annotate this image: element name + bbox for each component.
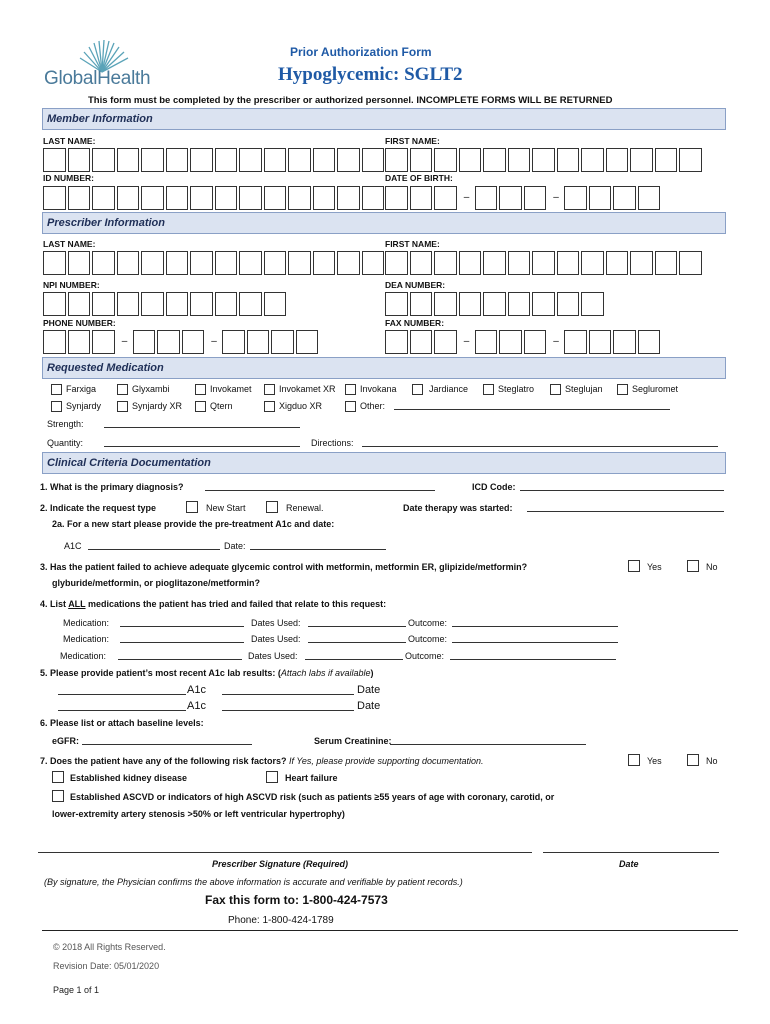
question-7 [40,756,484,766]
med-steglatro: Steglatro [498,384,535,394]
npi-label: NPI NUMBER: [43,280,100,290]
a1c-date-label: Date: [224,541,246,551]
checkbox-q7-no[interactable] [687,754,699,766]
checkbox-farxiga[interactable] [51,384,62,395]
dates-used-row-3-label: Dates Used: [248,651,298,661]
checkbox-steglujan[interactable] [550,384,561,395]
new-start-label: New Start [206,503,246,513]
strength-line[interactable] [104,419,300,428]
med-invokana: Invokana [360,384,397,394]
q7-text-italic: If Yes, please provide supporting documentation. [289,756,484,766]
a1c-label: A1C [64,541,82,551]
medication-row-2-line[interactable] [120,634,244,643]
member-first-name-boxes[interactable] [385,148,704,172]
checkbox-heart-failure[interactable] [266,771,278,783]
prescriber-first-name-boxes[interactable] [385,251,704,275]
fax-label: FAX NUMBER: [385,318,445,328]
a1c-result-2-line[interactable] [58,702,186,711]
serum-creatinine-line[interactable] [390,736,586,745]
med-steglujan: Steglujan [565,384,603,394]
icd-code-label: ICD Code: [472,482,516,492]
q4-text-pre: 4. List [40,599,69,609]
dates-used-row-1-line[interactable] [308,618,406,627]
member-section-header: Member Information [42,108,726,130]
quantity-label: Quantity: [47,438,84,448]
checkbox-xigduo-xr[interactable] [264,401,275,412]
checkbox-invokana[interactable] [345,384,356,395]
checkbox-synjardy-xr[interactable] [117,401,128,412]
quantity-line[interactable] [104,438,300,447]
directions-label: Directions: [311,438,354,448]
checkbox-renewal[interactable] [266,501,278,513]
med-farxiga: Farxiga [66,384,97,394]
q5-text-post: ) [370,668,374,678]
checkbox-glyxambi[interactable] [117,384,128,395]
member-first-name-label: FIRST NAME: [385,136,440,146]
medication-row-3-line[interactable] [118,651,242,660]
form-subtitle: Hypoglycemic: SGLT2 [278,64,463,85]
date-started-line[interactable] [527,503,724,512]
signature-date-line[interactable] [543,852,719,853]
med-segluromet: Segluromet [632,384,679,394]
form-notice: This form must be completed by the prescriber or authorized personnel. INCOMPLETE FORMS WILL BE RETURNED [88,95,613,106]
egfr-label: eGFR: [52,736,79,746]
checkbox-invokamet-xr[interactable] [264,384,275,395]
med-glyxambi: Glyxambi [132,384,170,394]
icd-code-line[interactable] [520,482,724,491]
dates-used-row-2-line[interactable] [308,634,406,643]
logo-wordmark: GlobalHealth [44,68,151,89]
outcome-row-2-line[interactable] [452,634,618,643]
serum-creatinine-label: Serum Creatinine: [314,736,392,746]
med-synjardy-xr: Synjardy XR [132,401,183,411]
outcome-row-1-line[interactable] [452,618,618,627]
checkbox-invokamet[interactable] [195,384,206,395]
a1c-result-1-date-label: Date [357,684,381,696]
checkbox-ascvd[interactable] [52,790,64,802]
outcome-row-3-label: Outcome: [405,651,445,661]
directions-line[interactable] [362,438,718,447]
checkbox-q3-yes[interactable] [628,560,640,572]
kidney-disease-label: Established kidney disease [70,773,188,783]
medication-section-header: Requested Medication [42,357,726,379]
q3-no-label: No [706,562,718,572]
checkbox-q7-yes[interactable] [628,754,640,766]
med-other: Other: [360,401,386,411]
ascvd-label-line-1: Established ASCVD or indicators of high ASCVD risk (such as patients ≥55 years of age with coronary, carotid, or [70,792,555,802]
signature-line[interactable] [38,852,532,853]
question-3-line-1: 3. Has the patient failed to achieve adequate glycemic control with metformin, metformin ER, glipizide/metformin? [40,562,528,572]
medication-row-1-line[interactable] [120,618,244,627]
heart-failure-label: Heart failure [285,773,338,783]
medication-row-2-label: Medication: [63,634,110,644]
checkbox-segluromet[interactable] [617,384,628,395]
question-4 [40,599,386,609]
dea-label: DEA NUMBER: [385,280,446,290]
question-2: 2. Indicate the request type [40,503,157,513]
med-invokamet: Invokamet [210,384,252,394]
prescriber-section-header: Prescriber Information [42,212,726,234]
a1c-date-line[interactable] [250,541,386,550]
clinical-section-header: Clinical Criteria Documentation [42,452,726,474]
dates-used-row-3-line[interactable] [305,651,403,660]
ascvd-label-line-2: lower-extremity artery stenosis >50% or left ventricular hypertrophy) [52,809,345,819]
checkbox-q3-no[interactable] [687,560,699,572]
checkbox-new-start[interactable] [186,501,198,513]
q5-text-italic: Attach labs if available [280,668,371,678]
q7-text-pre: 7. Does the patient have any of the following risk factors? [40,756,290,766]
dates-used-row-1-label: Dates Used: [251,618,301,628]
egfr-line[interactable] [82,736,252,745]
prescriber-last-name-boxes[interactable] [43,251,386,275]
q7-yes-label: Yes [647,756,662,766]
a1c-result-2-date-line[interactable] [222,702,354,711]
medication-row-1-label: Medication: [63,618,110,628]
diagnosis-line[interactable] [205,482,435,491]
signature-date-label: Date [619,859,639,869]
footer-divider [42,930,738,931]
question-2a: 2a. For a new start please provide the pre-treatment A1c and date: [52,519,335,529]
checkbox-qtern[interactable] [195,401,206,412]
dea-boxes[interactable] [385,292,606,316]
renewal-label: Renewal. [286,503,324,513]
q4-text-post: medications the patient has tried and failed that relate to this request: [85,599,387,609]
dates-used-row-2-label: Dates Used: [251,634,301,644]
a1c-result-2-label: A1c [187,700,206,712]
phone-label: PHONE NUMBER: [43,318,116,328]
outcome-row-1-label: Outcome: [408,618,448,628]
date-started-label: Date therapy was started: [403,503,513,513]
checkbox-synjardy[interactable] [51,401,62,412]
revision-date: Revision Date: 05/01/2020 [53,961,160,971]
a1c-line[interactable] [88,541,220,550]
q4-text-all: ALL [68,599,86,609]
fax-boxes[interactable]: – – [385,330,662,354]
med-jardiance: Jardiance [429,384,469,394]
form-title: Prior Authorization Form [290,45,432,59]
member-dob-boxes[interactable]: – – [385,186,662,210]
page-number: Page 1 of 1 [53,985,100,995]
strength-label: Strength: [47,419,84,429]
a1c-result-1-label: A1c [187,684,206,696]
attestation-text: (By signature, the Physician confirms the above information is accurate and verifiable by patient records.) [44,877,463,887]
checkbox-kidney-disease[interactable] [52,771,64,783]
signature-label: Prescriber Signature (Required) [212,859,349,869]
a1c-result-1-date-line[interactable] [222,686,354,695]
q5-text-pre: 5. Please provide patient’s most recent A1c lab results: ( [40,668,281,678]
question-1: 1. What is the primary diagnosis? [40,482,184,492]
prescriber-first-name-label: FIRST NAME: [385,239,440,249]
a1c-result-2-date-label: Date [357,700,381,712]
npi-boxes[interactable] [43,292,288,316]
checkbox-steglatro[interactable] [483,384,494,395]
member-last-name-boxes[interactable] [43,148,386,172]
outcome-row-3-line[interactable] [450,651,616,660]
question-3-line-2: glyburide/metformin, or pioglitazone/metformin? [52,578,261,588]
checkbox-jardiance[interactable] [412,384,423,395]
medication-row-3-label: Medication: [60,651,107,661]
globalhealth-logo [34,38,174,92]
prescriber-last-name-label: LAST NAME: [43,239,96,249]
phone-boxes[interactable]: – – [43,330,320,354]
med-invokamet-xr: Invokamet XR [279,384,336,394]
med-qtern: Qtern [210,401,233,411]
a1c-result-1-line[interactable] [58,686,186,695]
copyright: © 2018 All Rights Reserved. [53,942,166,952]
member-dob-label: DATE OF BIRTH: [385,173,453,183]
med-xigduo-xr: Xigduo XR [279,401,323,411]
q3-yes-label: Yes [647,562,662,572]
question-5 [40,668,373,678]
other-medication-line[interactable] [394,401,670,410]
med-synjardy: Synjardy [66,401,102,411]
checkbox-other[interactable] [345,401,356,412]
member-last-name-label: LAST NAME: [43,136,96,146]
phone-number: Phone: 1-800-424-1789 [228,915,334,926]
fax-instructions: Fax this form to: 1-800-424-7573 [205,893,388,907]
question-6: 6. Please list or attach baseline levels: [40,718,204,728]
member-id-label: ID NUMBER: [43,173,94,183]
outcome-row-2-label: Outcome: [408,634,448,644]
q7-no-label: No [706,756,718,766]
member-id-boxes[interactable] [43,186,386,210]
